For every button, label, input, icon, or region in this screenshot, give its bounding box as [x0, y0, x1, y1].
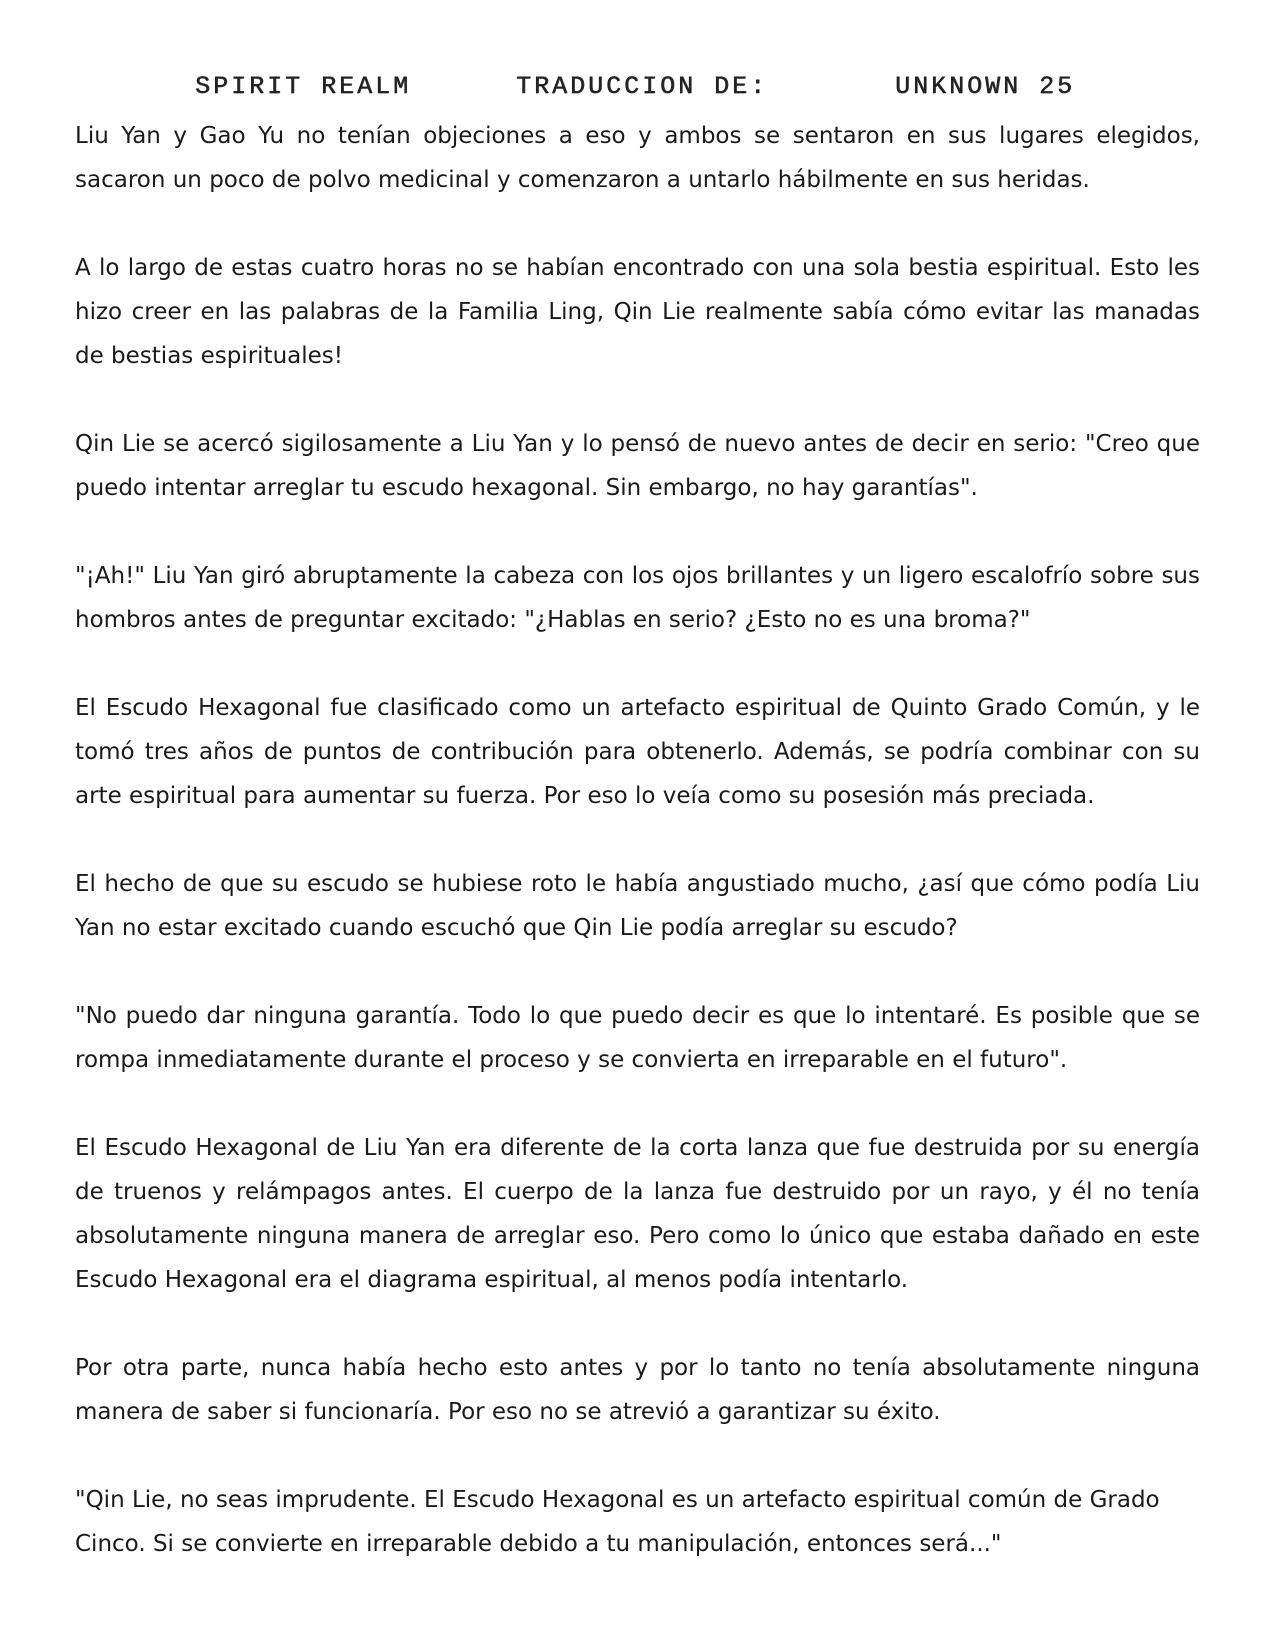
paragraph: "No puedo dar ninguna garantía. Todo lo que puedo decir es que lo intentaré. Es posible que se rompa inmediatamente durante el proceso y se convierta en irreparable en el futuro". — [75, 1003, 1200, 1073]
header-translator: UNKNOWN 25 — [895, 72, 1076, 101]
document-body — [75, 114, 1200, 1610]
paragraph: El Escudo Hexagonal fue clasificado como un artefacto espiritual de Quinto Grado Común, y le tomó tres años de puntos de contribución para obtenerlo. Además, se podría combinar con su arte espiritual para aumentar su fuerza. Por eso lo veía como su posesión más preciada. — [75, 695, 1200, 809]
header-title: SPIRIT REALM — [195, 72, 412, 101]
paragraph: Por otra parte, nunca había hecho esto antes y por lo tanto no tenía absolutamente ninguna manera de saber si funcionaría. Por eso no se atrevió a garantizar su éxito. — [75, 1355, 1200, 1425]
paragraph: El hecho de que su escudo se hubiese roto le había angustiado mucho, ¿así que cómo podía Liu Yan no estar excitado cuando escuchó que Qin Lie podía arreglar su escudo? — [75, 871, 1200, 941]
paragraph: Qin Lie se acercó sigilosamente a Liu Yan y lo pensó de nuevo antes de decir en serio: "Creo que puedo intentar arreglar tu escudo hexagonal. Sin embargo, no hay garantías". — [75, 431, 1200, 501]
page-header — [0, 72, 1275, 112]
paragraph: "¡Ah!" Liu Yan giró abruptamente la cabeza con los ojos brillantes y un ligero escalofrío sobre sus hombros antes de preguntar excitado: "¿Hablas en serio? ¿Esto no es una broma?" — [75, 563, 1200, 633]
paragraph: A lo largo de estas cuatro horas no se habían encontrado con una sola bestia espiritual. Esto les hizo creer en las palabras de la Familia Ling, Qin Lie realmente sabía cómo evitar las manadas de bestias espirituales! — [75, 255, 1200, 369]
header-translation-label: TRADUCCION DE: — [516, 72, 769, 101]
paragraph: Liu Yan y Gao Yu no tenían objeciones a eso y ambos se sentaron en sus lugares elegidos, sacaron un poco de polvo medicinal y comenzaron a untarlo hábilmente en sus heridas. — [75, 123, 1200, 193]
paragraph: "Qin Lie, no seas imprudente. El Escudo Hexagonal es un artefacto espiritual común de Grado Cinco. Si se convierte en irreparable debido a tu manipulación, entonces será..." — [75, 1487, 1160, 1557]
paragraph: El Escudo Hexagonal de Liu Yan era diferente de la corta lanza que fue destruida por su energía de truenos y relámpagos antes. El cuerpo de la lanza fue destruido por un rayo, y él no tenía absolutamente ninguna manera de arreglar eso. Pero como lo único que estaba dañado en este Escudo Hexagonal era el diagrama espiritual, al menos podía intentarlo. — [75, 1135, 1200, 1293]
